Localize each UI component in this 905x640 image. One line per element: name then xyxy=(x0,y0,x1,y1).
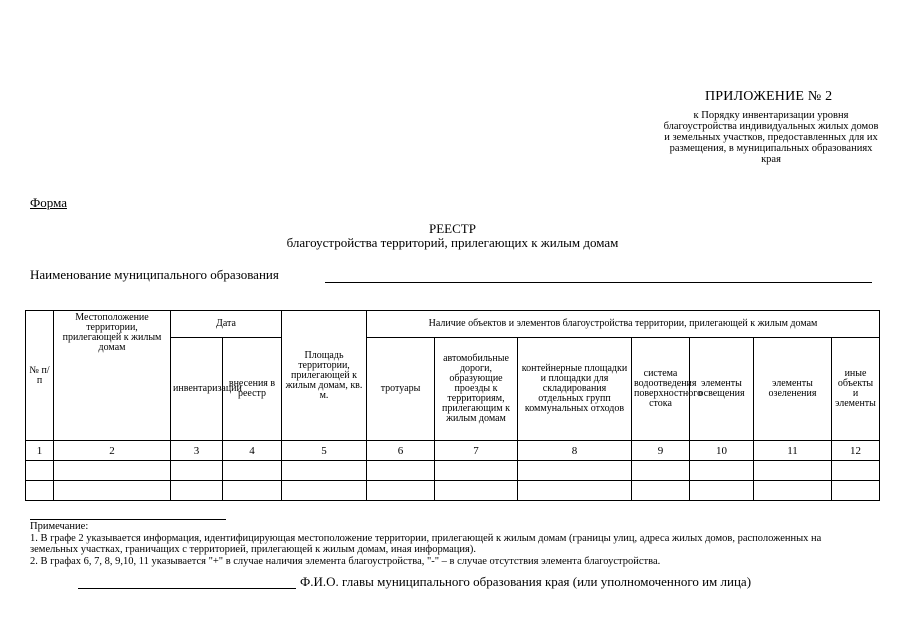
column-number: 1 xyxy=(26,441,54,461)
form-label: Форма xyxy=(30,195,67,210)
appendix-subtitle: к Порядку инвентаризации уровня благоустройства индивидуальных жилых домов и земельных участков, предоставленных для их размещения, в муниципальных образованиях края xyxy=(663,110,879,165)
header-greenery: элементы озеленения xyxy=(754,338,832,441)
table-cell[interactable] xyxy=(367,461,435,481)
notes xyxy=(30,521,870,567)
municipality-input-line xyxy=(325,282,872,283)
column-number: 10 xyxy=(690,441,754,461)
table-cell[interactable] xyxy=(518,461,632,481)
header-location: Местоположение территории, прилегающей к жилым домам xyxy=(54,311,171,441)
table-cell[interactable] xyxy=(54,461,171,481)
table-cell[interactable] xyxy=(171,461,223,481)
header-lighting: элементы освещения xyxy=(690,338,754,441)
column-number: 4 xyxy=(223,441,282,461)
header-sidewalks: тротуары xyxy=(367,338,435,441)
header-area: Площадь территории, прилегающей к жилым домам, кв. м. xyxy=(282,311,367,441)
table-cell[interactable] xyxy=(54,481,171,501)
table-cell[interactable] xyxy=(518,481,632,501)
table-cell[interactable] xyxy=(754,481,832,501)
table-cell[interactable] xyxy=(690,461,754,481)
table-cell[interactable] xyxy=(223,481,282,501)
table-cell[interactable] xyxy=(754,461,832,481)
header-num: № п/п xyxy=(26,311,54,441)
column-number: 11 xyxy=(754,441,832,461)
table-row xyxy=(26,461,880,481)
column-number-row xyxy=(26,441,880,461)
table-cell[interactable] xyxy=(690,481,754,501)
table-row xyxy=(26,481,880,501)
table-cell[interactable] xyxy=(367,481,435,501)
column-number: 6 xyxy=(367,441,435,461)
header-drainage: система водоотведения поверхностного стока xyxy=(632,338,690,441)
table-cell[interactable] xyxy=(832,461,880,481)
registry-subtitle: благоустройства территорий, прилегающих к жилым домам xyxy=(286,235,619,250)
table-cell[interactable] xyxy=(632,461,690,481)
note-item: 2. В графах 6, 7, 8, 9,10, 11 указывается "+" в случае наличия элемента благоустройства, "-" – в случае отсутствия элемента благоустройства. xyxy=(30,555,661,567)
column-number: 5 xyxy=(282,441,367,461)
signature-label: Ф.И.О. главы муниципального образования края (или уполномоченного им лица) xyxy=(300,574,752,589)
column-number: 9 xyxy=(632,441,690,461)
notes-title: Примечание: xyxy=(30,521,89,532)
header-other: иные объекты и элементы xyxy=(832,338,880,441)
column-number: 8 xyxy=(518,441,632,461)
table-cell[interactable] xyxy=(435,481,518,501)
column-number: 7 xyxy=(435,441,518,461)
header-containers: контейнерные площадки и площадки для складирования отдельных групп коммунальных отходов xyxy=(518,338,632,441)
appendix-title: ПРИЛОЖЕНИЕ № 2 xyxy=(705,89,833,104)
column-number: 3 xyxy=(171,441,223,461)
registry-title: РЕЕСТР xyxy=(429,221,476,236)
note-item: 1. В графе 2 указывается информация, идентифицирующая местоположение территории, прилегающей к жилым домам (границы улиц, адреса жилых домов, расположенных на земельных участках, граничащих с территорией, прилегающей к жилым домам, иная информация). xyxy=(30,532,822,555)
header-date: Дата xyxy=(171,311,282,338)
notes-divider xyxy=(30,519,226,520)
table-cell[interactable] xyxy=(435,461,518,481)
municipality-label: Наименование муниципального образования xyxy=(30,267,279,282)
column-number: 2 xyxy=(54,441,171,461)
column-number: 12 xyxy=(832,441,880,461)
header-roads: автомобильные дороги, образующие проезды к территориям, прилегающим к жилым домам xyxy=(435,338,518,441)
table-cell[interactable] xyxy=(26,481,54,501)
table-cell[interactable] xyxy=(282,481,367,501)
header-presence: Наличие объектов и элементов благоустройства территории, прилегающей к жилым домам xyxy=(367,311,880,338)
signature-line xyxy=(78,588,296,589)
header-date-inventory: инвентаризации xyxy=(171,338,223,441)
table-cell[interactable] xyxy=(223,461,282,481)
table-cell[interactable] xyxy=(26,461,54,481)
table-cell[interactable] xyxy=(832,481,880,501)
table-cell[interactable] xyxy=(171,481,223,501)
table-cell[interactable] xyxy=(282,461,367,481)
table-cell[interactable] xyxy=(632,481,690,501)
header-date-entry: внесения в реестр xyxy=(223,338,282,441)
registry-table xyxy=(25,310,880,501)
